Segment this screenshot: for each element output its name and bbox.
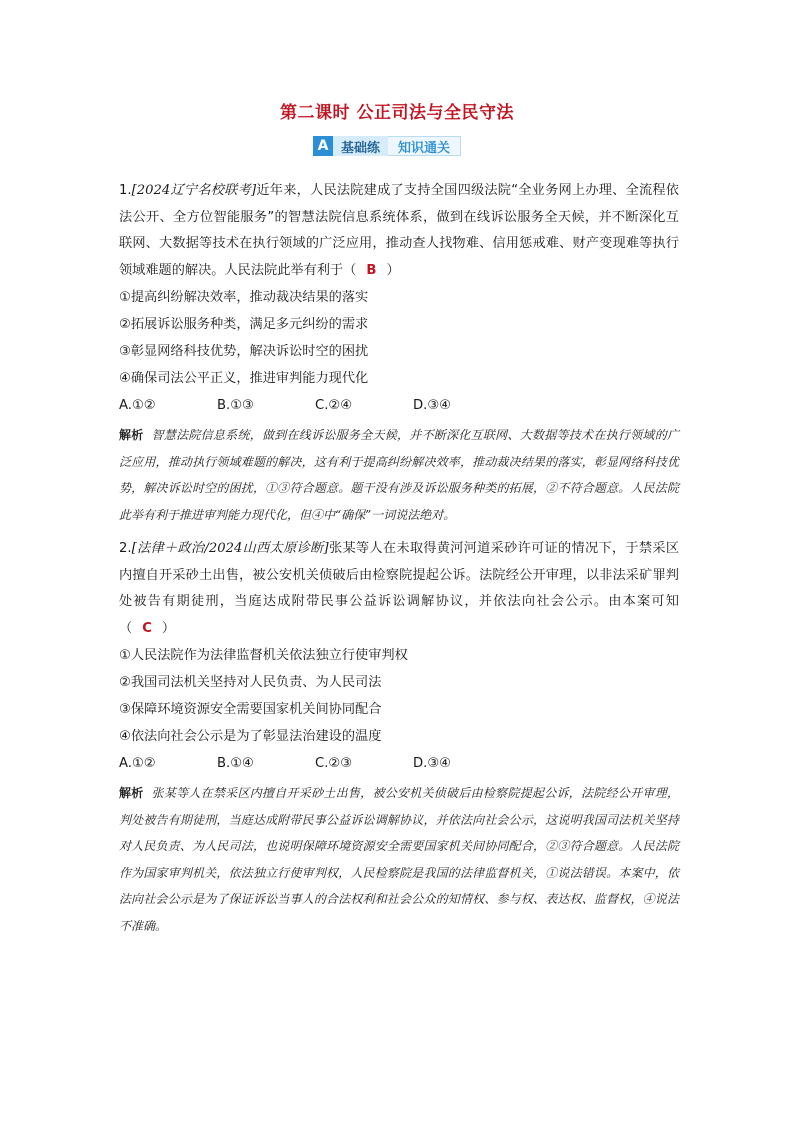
option-item: ③保障环境资源安全需要国家机关间协同配合 [119, 702, 382, 717]
choice-a: A.①② [119, 756, 156, 771]
questions [119, 178, 679, 947]
answer-mark: C [142, 620, 152, 636]
option-item: ①提高纠纷解决效率，推动裁决结果的落实 [119, 290, 369, 305]
choice-c: C.②④ [315, 398, 353, 413]
explanation [119, 422, 679, 528]
section-badge [313, 136, 461, 156]
question-stem [119, 178, 679, 284]
option-item: ④确保司法公平正义，推进审判能力现代化 [119, 371, 369, 386]
badge-label: 基础练 [333, 136, 388, 156]
choice-d: D.③④ [413, 756, 451, 771]
option-item: ①人民法院作为法律监督机关依法独立行使审判权 [119, 648, 408, 663]
choice-c: C.②③ [315, 756, 353, 771]
question-number: 2. [119, 541, 132, 556]
choice-d: D.③④ [413, 398, 451, 413]
option-item: ②拓展诉讼服务种类，满足多元纠纷的需求 [119, 317, 369, 332]
answer-mark: B [366, 262, 377, 278]
explanation-text: 智慧法院信息系统，做到在线诉讼服务全天候，并不断深化互联网、大数据等技术在执行领域的广泛应用，推动执行领域难题的解决，这有利于提高纠纷解决效率，推动裁决结果的落实，彰显网络科技优势，解决诉讼时空的困扰，①③符合题意。题干没有涉及诉讼服务种类的拓展，②不符合题意。人民法院此举有利于推进审判能力现代化，但④中“确保”一词说法绝对。 [119, 428, 679, 522]
explanation-label: 解析 [119, 786, 144, 800]
question-close: ） [386, 262, 400, 278]
question-close: ） [161, 620, 176, 636]
badge-letter: A [313, 136, 333, 156]
question-source: [2024辽宁名校联考] [131, 183, 257, 198]
option-item: ②我国司法机关坚持对人民负责、为人民司法 [119, 675, 382, 690]
page-title: 第二课时 公正司法与全民守法 [280, 103, 514, 123]
question-text: 张某等人在未取得黄河河道采砂许可证的情况下，于禁采区内擅自开采砂土出售，被公安机关侦破后由检察院提起公诉。法院经公开审理，以非法采矿罪判处被告有期徒刑，当庭达成附带民事公益诉讼调解协议，并依法向社会公示。由本案可知（ [119, 541, 680, 636]
explanation-text: 张某等人在禁采区内擅自开采砂土出售，被公安机关侦破后由检察院提起公诉，法院经公开审理，判处被告有期徒刑，当庭达成附带民事公益诉讼调解协议，并依法向社会公示，这说明我国司法机关坚持对人民负责、为人民司法，也说明保障环境资源安全需要国家机关间协同配合，②③符合题意。人民法院作为国家审判机关，依法独立行使审判权，人民检察院是我国的法律监督机关，①说法错误。本案中，依法向社会公示是为了保证诉讼当事人的合法权利和社会公众的知情权、参与权、表达权、监督权，④说法不准确。 [119, 786, 679, 933]
explanation-label: 解析 [119, 428, 144, 442]
explanation [119, 780, 679, 939]
choice-list [119, 750, 679, 778]
question-stem [119, 536, 679, 642]
option-item: ④依法向社会公示是为了彰显法治建设的温度 [119, 729, 382, 744]
badge-sublabel: 知识通关 [388, 136, 461, 156]
question-1 [119, 178, 679, 528]
choice-b: B.①③ [217, 398, 254, 413]
question-number: 1. [119, 183, 132, 198]
question-source: [法律＋政治/2024山西太原诊断] [131, 541, 329, 556]
question-text: 近年来，人民法院建成了支持全国四级法院“全业务网上办理、全流程依法公开、全方位智能服务”的智慧法院信息系统体系，做到在线诉讼服务全天候，并不断深化互联网、大数据等技术在执行领域的广泛应用，推动查人找物难、信用惩戒难、财产变现难等执行领域难题的解决。人民法院此举有利于（ [119, 183, 679, 278]
choice-a: A.①② [119, 398, 156, 413]
question-2 [119, 536, 679, 939]
choice-b: B.①④ [217, 756, 254, 771]
choice-list [119, 392, 679, 420]
option-item: ③彰显网络科技优势，解决诉讼时空的困扰 [119, 344, 369, 359]
